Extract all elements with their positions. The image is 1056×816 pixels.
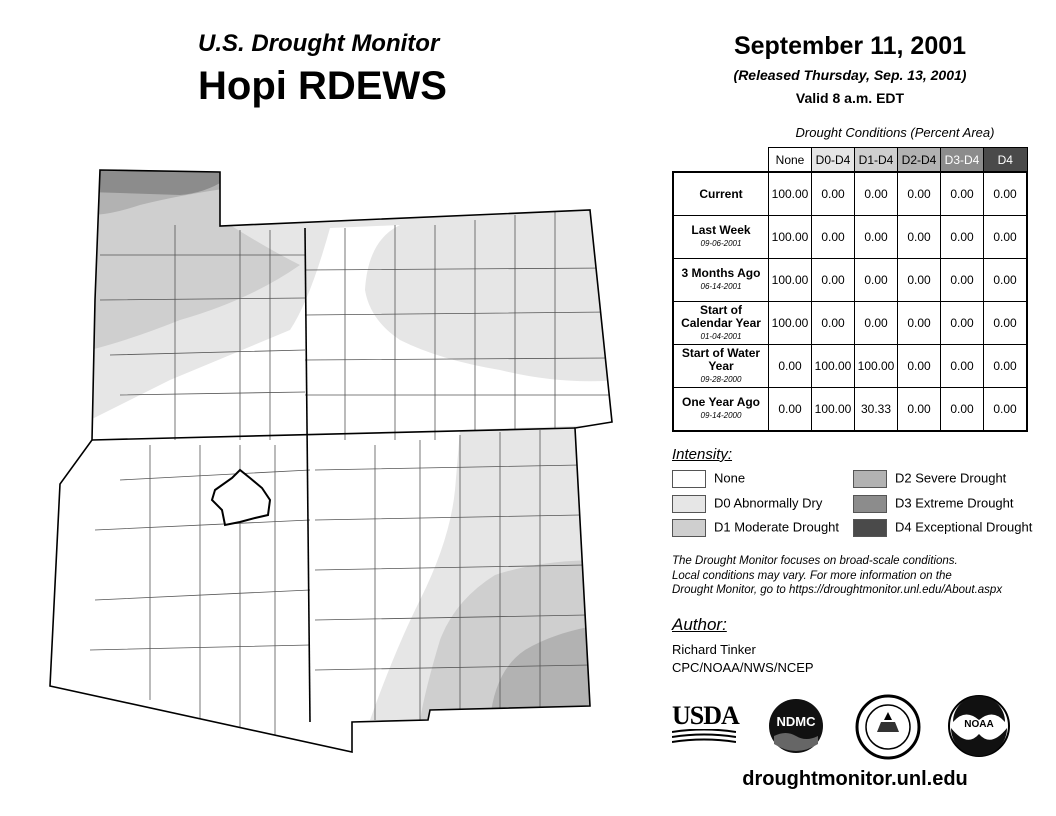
table-row [673, 302, 1027, 345]
table-cell: 0.00 [898, 259, 941, 302]
table-cell: 0.00 [769, 345, 812, 388]
row-date: 09-06-2001 [700, 239, 742, 248]
usda-logo [672, 701, 739, 749]
table-cell: 100.00 [812, 388, 855, 432]
note-line: Local conditions may vary. For more information on the [672, 569, 952, 582]
table-cell: 100.00 [769, 259, 812, 302]
row-label-text: Current [699, 186, 743, 201]
map-title: Hopi RDEWS [198, 64, 447, 108]
commerce-seal-logo [855, 694, 921, 760]
row-label [673, 388, 769, 432]
table-cell: 0.00 [898, 345, 941, 388]
table-cell: 100.00 [769, 302, 812, 345]
table-cell: 0.00 [812, 216, 855, 259]
legend-label: D4 Exceptional Drought [895, 519, 1033, 535]
legend-swatch-d1 [672, 519, 706, 537]
table-cell: 0.00 [941, 388, 984, 432]
row-date: 09-28-2000 [700, 374, 742, 384]
usda-logo-stripes [672, 729, 736, 747]
usda-logo-text: USDA [672, 701, 739, 730]
legend-swatch-d4 [853, 519, 887, 537]
table-cell: 0.00 [898, 172, 941, 216]
row-label [673, 302, 769, 345]
noaa-logo [947, 694, 1011, 758]
note-line: Drought Monitor, go to https://droughtmonitor.unl.edu/About.aspx [672, 584, 1003, 596]
table-cell: 0.00 [984, 216, 1028, 259]
legend-item-d3 [853, 495, 1014, 513]
legend-item-d1 [672, 519, 839, 537]
row-label-text: Start of Calendar Year [681, 302, 761, 330]
column-header-d1-d4: D1-D4 [855, 148, 898, 173]
column-header-d4: D4 [984, 148, 1028, 173]
legend-item-d2 [853, 470, 1006, 488]
table-row [673, 388, 1027, 432]
table-cell: 0.00 [941, 345, 984, 388]
row-label [673, 172, 769, 216]
row-label-text: Last Week [691, 223, 751, 237]
legend-label: None [714, 470, 746, 486]
column-header-none: None [769, 148, 812, 173]
table-cell: 100.00 [855, 345, 898, 388]
table-cell: 0.00 [898, 302, 941, 345]
column-header-d3-d4: D3-D4 [941, 148, 984, 173]
map-date: September 11, 2001 [733, 32, 967, 60]
table-cell: 0.00 [984, 259, 1028, 302]
table-cell: 0.00 [769, 388, 812, 432]
legend-label: D3 Extreme Drought [895, 495, 1014, 511]
valid-time: Valid 8 a.m. EDT [795, 90, 905, 106]
table-cell: 100.00 [769, 172, 812, 216]
row-label-text: 3 Months Ago [681, 266, 761, 280]
table-cell: 0.00 [855, 172, 898, 216]
table-cell: 0.00 [898, 216, 941, 259]
author-heading: Author: [672, 615, 727, 634]
row-label-text: One Year Ago [681, 395, 761, 409]
noaa-logo-text: NOAA [964, 719, 994, 730]
table-row [673, 259, 1027, 302]
table-cell: 0.00 [941, 216, 984, 259]
legend-swatch-d2 [853, 470, 887, 488]
table-cell: 0.00 [812, 172, 855, 216]
table-cell: 0.00 [941, 259, 984, 302]
table-cell: 0.00 [812, 259, 855, 302]
table-cell: 0.00 [984, 388, 1028, 432]
release-date: (Released Thursday, Sep. 13, 2001) [733, 67, 967, 83]
legend-item-d0 [672, 495, 822, 513]
author-organization: CPC/NOAA/NWS/NCEP [672, 660, 814, 675]
table-row [673, 345, 1027, 388]
legend-swatch-d0 [672, 495, 706, 513]
column-header-d0-d4: D0-D4 [812, 148, 855, 173]
legend-label: D2 Severe Drought [895, 470, 1007, 486]
ndmc-logo-text: NDMC [776, 714, 816, 729]
ndmc-logo [768, 698, 824, 754]
column-header-d2-d4: D2-D4 [898, 148, 941, 173]
disclaimer-note [672, 554, 1002, 598]
table-cell: 100.00 [812, 345, 855, 388]
row-date: 01-04-2001 [700, 331, 742, 341]
table-row [673, 216, 1027, 259]
legend-item-d4 [853, 519, 1032, 537]
note-line: The Drought Monitor focuses on broad-scale conditions. [672, 555, 958, 567]
table-cell: 0.00 [855, 302, 898, 345]
legend-item-none [672, 470, 745, 488]
table-row [673, 172, 1027, 216]
drought-map [40, 160, 630, 760]
table-cell: 0.00 [812, 302, 855, 345]
table-corner [673, 148, 769, 173]
table-cell: 0.00 [898, 388, 941, 432]
legend-swatch-d3 [853, 495, 887, 513]
row-date: 06-14-2001 [700, 282, 742, 291]
table-caption: Drought Conditions (Percent Area) [795, 125, 995, 140]
row-label [673, 216, 769, 259]
author-name: Richard Tinker [672, 642, 756, 657]
legend-label: D1 Moderate Drought [714, 519, 840, 535]
table-cell: 0.00 [941, 302, 984, 345]
map-supertitle: U.S. Drought Monitor [198, 30, 440, 57]
table-cell: 0.00 [855, 259, 898, 302]
row-date: 09-14-2000 [700, 411, 742, 420]
commerce-seal-icon [855, 694, 921, 760]
table-cell: 0.00 [941, 172, 984, 216]
table-cell: 0.00 [984, 302, 1028, 345]
legend-swatch-none [672, 470, 706, 488]
table-header-row [673, 148, 1027, 173]
table-cell: 100.00 [769, 216, 812, 259]
legend-title: Intensity: [672, 446, 733, 463]
row-label [673, 259, 769, 302]
website-url: droughtmonitor.unl.edu [742, 768, 968, 790]
row-label [673, 345, 769, 388]
table-cell: 30.33 [855, 388, 898, 432]
table-cell: 0.00 [984, 172, 1028, 216]
legend-label: D0 Abnormally Dry [714, 495, 823, 511]
drought-conditions-table [672, 147, 1028, 432]
row-label-text: Start of Water Year [681, 345, 761, 373]
table-cell: 0.00 [855, 216, 898, 259]
table-cell: 0.00 [984, 345, 1028, 388]
